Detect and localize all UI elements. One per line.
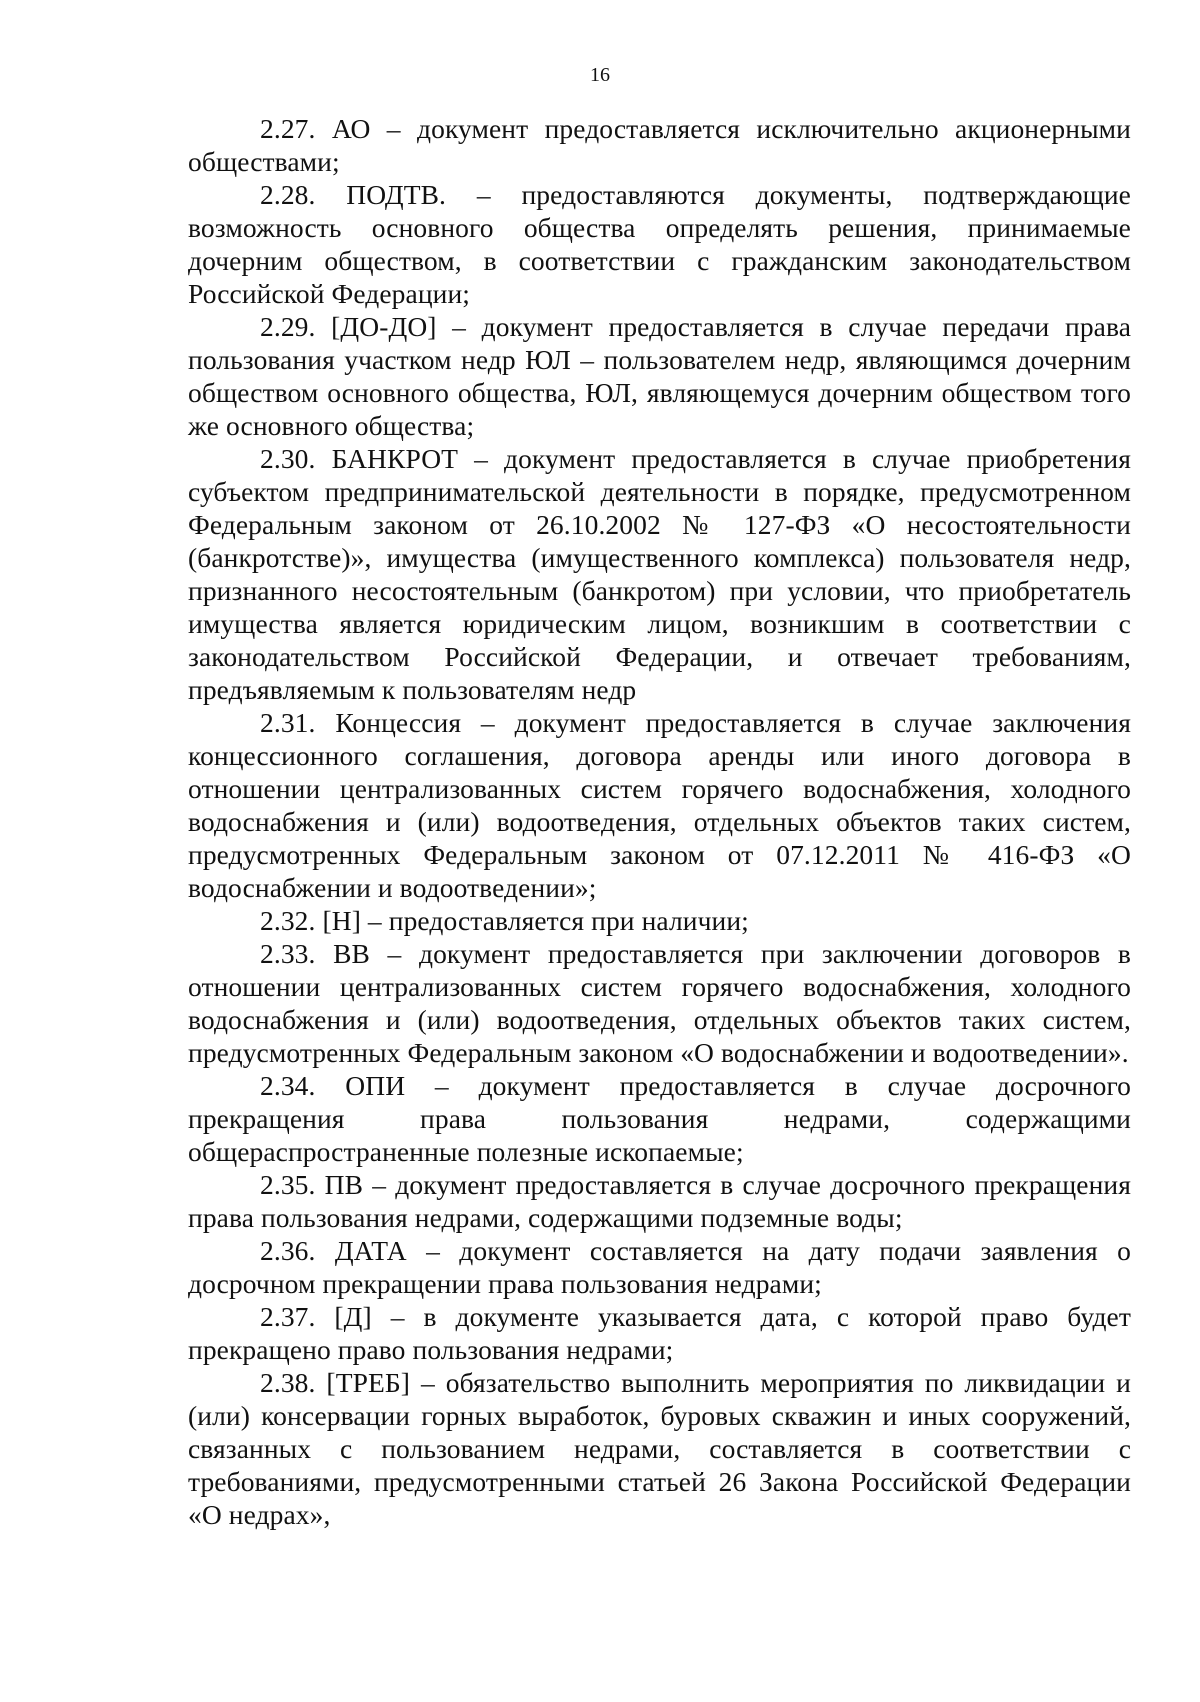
clause-2-29: 2.29. [ДО-ДО] – документ предоставляется в случае передачи права пользования участком недр ЮЛ – пользователем недр, являющимся дочерним обществом основного общества, ЮЛ, являющемуся дочерним обществом того же основного общества; [188,311,1131,441]
clause-2-34: 2.34. ОПИ – документ предоставляется в случае досрочного прекращения права пользования недрами, содержащими общераспространенные полезные ископаемые; [188,1070,1131,1167]
clause-2-36: 2.36. ДАТА – документ составляется на дату подачи заявления о досрочном прекращении права пользования недрами; [188,1235,1131,1299]
clause-2-32: 2.32. [Н] – предоставляется при наличии; [260,905,749,936]
document-body [188,112,1131,1531]
clause-2-38: 2.38. [ТРЕБ] – обязательство выполнить мероприятия по ликвидации и (или) консервации горных выработок, буровых скважин и иных сооружений, связанных с пользованием недрами, составляется в соответствии с требованиями, предусмотренными статьей 26 Закона Российской Федерации «О недрах», [188,1367,1131,1530]
clause-2-30: 2.30. БАНКРОТ – документ предоставляется в случае приобретения субъектом предпринимательской деятельности в порядке, предусмотренном Федеральным законом от 26.10.2002 № 127-ФЗ «О несостоятельности (банкротстве)», имущества (имущественного комплекса) пользователя недр, признанного несостоятельным (банкротом) при условии, что приобретатель имущества является юридическим лицом, возникшим в соответствии с законодательством Российской Федерации, и отвечает требованиям, предъявляемым к пользователям недр [188,443,1131,705]
clause-2-31: 2.31. Концессия – документ предоставляется в случае заключения концессионного соглашения, договора аренды или иного договора в отношении централизованных систем горячего водоснабжения, холодного водоснабжения и (или) водоотведения, отдельных объектов таких систем, предусмотренных Федеральным законом от 07.12.2011 № 416-ФЗ «О водоснабжении и водоотведении»; [188,707,1131,903]
clause-2-27: 2.27. АО – документ предоставляется исключительно акционерными обществами; [188,113,1131,177]
clause-2-33: 2.33. ВВ – документ предоставляется при заключении договоров в отношении централизованных систем горячего водоснабжения, холодного водоснабжения и (или) водоотведения, отдельных объектов таких систем, предусмотренных Федеральным законом «О водоснабжении и водоотведении». [188,938,1131,1068]
clause-2-37: 2.37. [Д] – в документе указывается дата, с которой право будет прекращено право пользования недрами; [188,1301,1131,1365]
page-number: 16 [590,64,610,86]
clause-2-35: 2.35. ПВ – документ предоставляется в случае досрочного прекращения права пользования недрами, содержащими подземные воды; [188,1169,1131,1233]
clause-2-28: 2.28. ПОДТВ. – предоставляются документы, подтверждающие возможность основного общества определять решения, принимаемые дочерним обществом, в соответствии с гражданским законодательством Российской Федерации; [188,179,1131,309]
